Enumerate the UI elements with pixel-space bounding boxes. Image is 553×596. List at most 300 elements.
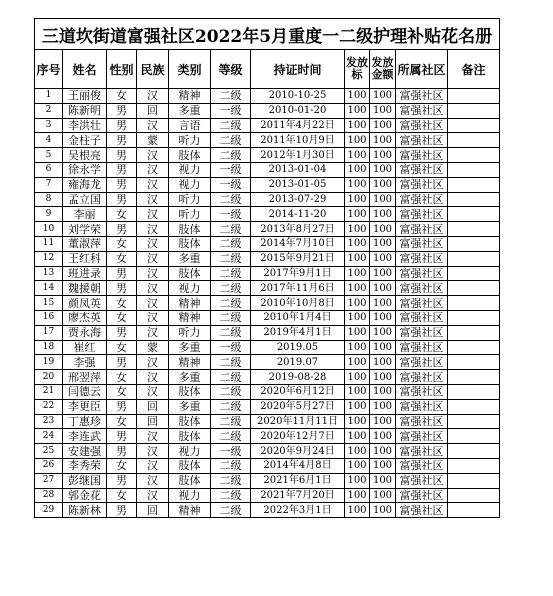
cell-date: 2011年10月9日 (251, 133, 345, 148)
cell-standard: 100 (345, 148, 370, 163)
cell-remark (448, 458, 500, 473)
cell-seq: 8 (35, 192, 63, 207)
cell-remark (448, 281, 500, 296)
cell-seq: 4 (35, 133, 63, 148)
cell-name: 徐永学 (63, 162, 107, 177)
table-row (35, 488, 500, 503)
cell-level: 二级 (211, 399, 251, 414)
cell-amount: 100 (370, 222, 396, 237)
cell-amount: 100 (370, 310, 396, 325)
cell-remark (448, 177, 500, 192)
cell-amount: 100 (370, 281, 396, 296)
cell-ethnic: 汉 (137, 355, 169, 370)
col-header-name: 姓名 (63, 50, 107, 89)
cell-type: 多重 (169, 399, 211, 414)
cell-standard: 100 (345, 162, 370, 177)
cell-level: 二级 (211, 251, 251, 266)
cell-level: 二级 (211, 133, 251, 148)
cell-remark (448, 251, 500, 266)
cell-standard: 100 (345, 429, 370, 444)
cell-date: 2013-01-05 (251, 177, 345, 192)
cell-remark (448, 325, 500, 340)
cell-remark (448, 488, 500, 503)
cell-community: 富强社区 (396, 281, 448, 296)
col-header-date: 持证时间 (251, 50, 345, 89)
cell-name: 班进录 (63, 266, 107, 281)
cell-name: 闫德云 (63, 384, 107, 399)
cell-sex: 男 (107, 399, 137, 414)
cell-ethnic: 回 (137, 503, 169, 518)
cell-remark (448, 414, 500, 429)
cell-date: 2020年6月12日 (251, 384, 345, 399)
cell-level: 一级 (211, 207, 251, 222)
cell-level: 二级 (211, 355, 251, 370)
cell-remark (448, 340, 500, 355)
col-header-community: 所属社区 (396, 50, 448, 89)
cell-ethnic: 汉 (137, 266, 169, 281)
cell-standard: 100 (345, 414, 370, 429)
cell-remark (448, 296, 500, 311)
cell-remark (448, 236, 500, 251)
cell-amount: 100 (370, 340, 396, 355)
cell-name: 彭继国 (63, 473, 107, 488)
cell-remark (448, 118, 500, 133)
cell-date: 2010年10月8日 (251, 296, 345, 311)
cell-type: 精神 (169, 89, 211, 104)
cell-ethnic: 汉 (137, 325, 169, 340)
cell-sex: 男 (107, 325, 137, 340)
cell-standard: 100 (345, 503, 370, 518)
cell-remark (448, 429, 500, 444)
cell-date: 2017年11月6日 (251, 281, 345, 296)
cell-standard: 100 (345, 177, 370, 192)
cell-amount: 100 (370, 325, 396, 340)
cell-level: 二级 (211, 296, 251, 311)
cell-seq: 23 (35, 414, 63, 429)
cell-date: 2015年9月21日 (251, 251, 345, 266)
cell-standard: 100 (345, 399, 370, 414)
cell-date: 2020年9月24日 (251, 444, 345, 459)
cell-remark (448, 444, 500, 459)
cell-community: 富强社区 (396, 429, 448, 444)
cell-amount: 100 (370, 148, 396, 163)
cell-community: 富强社区 (396, 133, 448, 148)
cell-type: 听力 (169, 133, 211, 148)
cell-standard: 100 (345, 103, 370, 118)
header-row (35, 50, 500, 89)
cell-level: 二级 (211, 222, 251, 237)
cell-seq: 17 (35, 325, 63, 340)
cell-date: 2019年4月1日 (251, 325, 345, 340)
cell-type: 精神 (169, 355, 211, 370)
cell-sex: 女 (107, 296, 137, 311)
cell-level: 二级 (211, 118, 251, 133)
table-row (35, 251, 500, 266)
cell-standard: 100 (345, 192, 370, 207)
cell-sex: 女 (107, 207, 137, 222)
cell-remark (448, 133, 500, 148)
cell-type: 肢体 (169, 148, 211, 163)
table-row (35, 340, 500, 355)
cell-type: 视力 (169, 488, 211, 503)
cell-seq: 21 (35, 384, 63, 399)
cell-remark (448, 207, 500, 222)
cell-name: 李连武 (63, 429, 107, 444)
table-row (35, 148, 500, 163)
cell-remark (448, 310, 500, 325)
cell-community: 富强社区 (396, 310, 448, 325)
cell-level: 二级 (211, 148, 251, 163)
cell-remark (448, 473, 500, 488)
cell-sex: 男 (107, 148, 137, 163)
cell-sex: 男 (107, 429, 137, 444)
col-header-type: 类别 (169, 50, 211, 89)
cell-ethnic: 汉 (137, 177, 169, 192)
table-row (35, 296, 500, 311)
cell-name: 雍海龙 (63, 177, 107, 192)
cell-sex: 女 (107, 370, 137, 385)
cell-type: 精神 (169, 296, 211, 311)
table-row (35, 473, 500, 488)
cell-name: 李丽 (63, 207, 107, 222)
cell-standard: 100 (345, 222, 370, 237)
cell-name: 安建强 (63, 444, 107, 459)
table-row (35, 133, 500, 148)
cell-type: 视力 (169, 281, 211, 296)
page-title: 三道坎街道富强社区2022年5月重度一二级护理补贴花名册 (35, 19, 500, 50)
cell-standard: 100 (345, 444, 370, 459)
cell-date: 2010-10-25 (251, 89, 345, 104)
cell-seq: 27 (35, 473, 63, 488)
cell-ethnic: 汉 (137, 444, 169, 459)
cell-standard: 100 (345, 473, 370, 488)
cell-seq: 10 (35, 222, 63, 237)
cell-level: 二级 (211, 89, 251, 104)
cell-date: 2010-01-20 (251, 103, 345, 118)
cell-standard: 100 (345, 355, 370, 370)
cell-date: 2019.07 (251, 355, 345, 370)
table-row (35, 399, 500, 414)
cell-name: 李强 (63, 355, 107, 370)
cell-ethnic: 蒙 (137, 340, 169, 355)
cell-standard: 100 (345, 384, 370, 399)
cell-ethnic: 回 (137, 414, 169, 429)
table-row (35, 222, 500, 237)
cell-name: 王红科 (63, 251, 107, 266)
table-row (35, 207, 500, 222)
cell-ethnic: 汉 (137, 488, 169, 503)
cell-name: 吴根亮 (63, 148, 107, 163)
col-header-ethnic: 民族 (137, 50, 169, 89)
cell-level: 二级 (211, 458, 251, 473)
cell-ethnic: 汉 (137, 384, 169, 399)
col-header-remark: 备注 (448, 50, 500, 89)
cell-remark (448, 384, 500, 399)
table-row (35, 429, 500, 444)
cell-sex: 男 (107, 192, 137, 207)
cell-amount: 100 (370, 296, 396, 311)
table-row (35, 458, 500, 473)
cell-sex: 男 (107, 266, 137, 281)
cell-level: 二级 (211, 370, 251, 385)
col-header-sex: 性别 (107, 50, 137, 89)
cell-date: 2020年5月27日 (251, 399, 345, 414)
cell-sex: 女 (107, 236, 137, 251)
cell-name: 陈新林 (63, 503, 107, 518)
cell-amount: 100 (370, 473, 396, 488)
cell-type: 多重 (169, 370, 211, 385)
cell-sex: 女 (107, 414, 137, 429)
cell-ethnic: 汉 (137, 148, 169, 163)
cell-date: 2010年1月4日 (251, 310, 345, 325)
cell-community: 富强社区 (396, 399, 448, 414)
cell-community: 富强社区 (396, 251, 448, 266)
cell-community: 富强社区 (396, 503, 448, 518)
cell-level: 二级 (211, 236, 251, 251)
cell-remark (448, 222, 500, 237)
cell-amount: 100 (370, 429, 396, 444)
cell-name: 崔红 (63, 340, 107, 355)
table-row (35, 266, 500, 281)
cell-standard: 100 (345, 296, 370, 311)
table-row (35, 192, 500, 207)
cell-level: 二级 (211, 192, 251, 207)
cell-ethnic: 汉 (137, 89, 169, 104)
cell-seq: 22 (35, 399, 63, 414)
cell-amount: 100 (370, 251, 396, 266)
cell-sex: 女 (107, 89, 137, 104)
cell-amount: 100 (370, 266, 396, 281)
cell-name: 董淑萍 (63, 236, 107, 251)
cell-community: 富强社区 (396, 325, 448, 340)
cell-ethnic: 汉 (137, 370, 169, 385)
cell-seq: 20 (35, 370, 63, 385)
cell-amount: 100 (370, 236, 396, 251)
cell-level: 一级 (211, 103, 251, 118)
cell-level: 二级 (211, 503, 251, 518)
cell-community: 富强社区 (396, 192, 448, 207)
cell-ethnic: 汉 (137, 207, 169, 222)
cell-level: 一级 (211, 177, 251, 192)
cell-type: 肢体 (169, 473, 211, 488)
cell-sex: 女 (107, 310, 137, 325)
cell-community: 富强社区 (396, 384, 448, 399)
table-row (35, 162, 500, 177)
cell-remark (448, 355, 500, 370)
table-row (35, 370, 500, 385)
cell-sex: 男 (107, 503, 137, 518)
cell-standard: 100 (345, 89, 370, 104)
cell-seq: 18 (35, 340, 63, 355)
table-row (35, 503, 500, 518)
cell-amount: 100 (370, 384, 396, 399)
cell-amount: 100 (370, 503, 396, 518)
cell-level: 二级 (211, 488, 251, 503)
cell-standard: 100 (345, 370, 370, 385)
cell-amount: 100 (370, 207, 396, 222)
cell-date: 2012年1月30日 (251, 148, 345, 163)
cell-community: 富强社区 (396, 266, 448, 281)
cell-date: 2019.05 (251, 340, 345, 355)
cell-type: 听力 (169, 192, 211, 207)
cell-date: 2013年8月27日 (251, 222, 345, 237)
cell-type: 多重 (169, 103, 211, 118)
cell-remark (448, 399, 500, 414)
cell-type: 肢体 (169, 222, 211, 237)
cell-amount: 100 (370, 103, 396, 118)
cell-sex: 男 (107, 444, 137, 459)
cell-community: 富强社区 (396, 458, 448, 473)
cell-name: 王丽俊 (63, 89, 107, 104)
table-row (35, 103, 500, 118)
cell-amount: 100 (370, 355, 396, 370)
cell-amount: 100 (370, 444, 396, 459)
cell-standard: 100 (345, 266, 370, 281)
cell-amount: 100 (370, 370, 396, 385)
cell-level: 二级 (211, 473, 251, 488)
cell-name: 孟立国 (63, 192, 107, 207)
table-row (35, 236, 500, 251)
cell-type: 多重 (169, 251, 211, 266)
cell-type: 精神 (169, 310, 211, 325)
cell-date: 2011年4月22日 (251, 118, 345, 133)
cell-amount: 100 (370, 488, 396, 503)
table-row (35, 444, 500, 459)
table-row (35, 310, 500, 325)
cell-remark (448, 370, 500, 385)
cell-amount: 100 (370, 133, 396, 148)
cell-standard: 100 (345, 458, 370, 473)
cell-remark (448, 89, 500, 104)
cell-type: 肢体 (169, 458, 211, 473)
cell-date: 2014年7月10日 (251, 236, 345, 251)
cell-community: 富强社区 (396, 340, 448, 355)
cell-amount: 100 (370, 458, 396, 473)
cell-sex: 男 (107, 118, 137, 133)
cell-name: 颜凤英 (63, 296, 107, 311)
cell-standard: 100 (345, 133, 370, 148)
cell-seq: 24 (35, 429, 63, 444)
cell-seq: 28 (35, 488, 63, 503)
table-row (35, 325, 500, 340)
cell-seq: 13 (35, 266, 63, 281)
cell-amount: 100 (370, 118, 396, 133)
roster-table (34, 18, 500, 518)
cell-ethnic: 汉 (137, 222, 169, 237)
cell-seq: 16 (35, 310, 63, 325)
cell-sex: 女 (107, 384, 137, 399)
cell-name: 刘学荣 (63, 222, 107, 237)
cell-community: 富强社区 (396, 414, 448, 429)
cell-type: 精神 (169, 503, 211, 518)
cell-date: 2014年4月8日 (251, 458, 345, 473)
cell-type: 肢体 (169, 384, 211, 399)
cell-community: 富强社区 (396, 148, 448, 163)
cell-remark (448, 266, 500, 281)
table-row (35, 118, 500, 133)
cell-date: 2014-11-20 (251, 207, 345, 222)
cell-seq: 1 (35, 89, 63, 104)
table-row (35, 414, 500, 429)
cell-level: 一级 (211, 162, 251, 177)
roster-sheet (34, 18, 500, 518)
cell-sex: 男 (107, 133, 137, 148)
cell-community: 富强社区 (396, 177, 448, 192)
cell-name: 李更臣 (63, 399, 107, 414)
cell-date: 2020年12月7日 (251, 429, 345, 444)
cell-name: 李秀荣 (63, 458, 107, 473)
cell-seq: 29 (35, 503, 63, 518)
cell-ethnic: 汉 (137, 310, 169, 325)
cell-community: 富强社区 (396, 236, 448, 251)
cell-community: 富强社区 (396, 222, 448, 237)
cell-level: 二级 (211, 414, 251, 429)
table-row (35, 89, 500, 104)
col-header-amount: 发放金额 (370, 50, 396, 89)
cell-sex: 女 (107, 251, 137, 266)
cell-standard: 100 (345, 251, 370, 266)
cell-standard: 100 (345, 118, 370, 133)
cell-sex: 男 (107, 177, 137, 192)
cell-community: 富强社区 (396, 473, 448, 488)
cell-date: 2013-07-29 (251, 192, 345, 207)
cell-sex: 男 (107, 103, 137, 118)
cell-level: 二级 (211, 310, 251, 325)
cell-seq: 9 (35, 207, 63, 222)
cell-seq: 11 (35, 236, 63, 251)
cell-type: 听力 (169, 207, 211, 222)
cell-sex: 男 (107, 473, 137, 488)
table-row (35, 281, 500, 296)
cell-name: 陈新明 (63, 103, 107, 118)
cell-community: 富强社区 (396, 296, 448, 311)
cell-level: 二级 (211, 429, 251, 444)
cell-ethnic: 汉 (137, 251, 169, 266)
cell-amount: 100 (370, 177, 396, 192)
col-header-seq: 序号 (35, 50, 63, 89)
cell-seq: 25 (35, 444, 63, 459)
cell-remark (448, 148, 500, 163)
cell-sex: 男 (107, 281, 137, 296)
cell-community: 富强社区 (396, 118, 448, 133)
cell-ethnic: 汉 (137, 281, 169, 296)
cell-community: 富强社区 (396, 355, 448, 370)
cell-community: 富强社区 (396, 103, 448, 118)
table-row (35, 384, 500, 399)
cell-name: 廖杰英 (63, 310, 107, 325)
cell-seq: 19 (35, 355, 63, 370)
cell-name: 郭金花 (63, 488, 107, 503)
cell-amount: 100 (370, 162, 396, 177)
cell-ethnic: 汉 (137, 429, 169, 444)
cell-name: 贾永海 (63, 325, 107, 340)
cell-date: 2013-01-04 (251, 162, 345, 177)
cell-date: 2017年9月1日 (251, 266, 345, 281)
cell-level: 二级 (211, 266, 251, 281)
cell-seq: 12 (35, 251, 63, 266)
cell-seq: 7 (35, 177, 63, 192)
cell-seq: 6 (35, 162, 63, 177)
cell-date: 2019-08-28 (251, 370, 345, 385)
cell-standard: 100 (345, 325, 370, 340)
cell-name: 李洪壮 (63, 118, 107, 133)
table-row (35, 177, 500, 192)
cell-amount: 100 (370, 192, 396, 207)
cell-type: 肢体 (169, 429, 211, 444)
cell-community: 富强社区 (396, 370, 448, 385)
cell-remark (448, 192, 500, 207)
cell-name: 邢翌萍 (63, 370, 107, 385)
